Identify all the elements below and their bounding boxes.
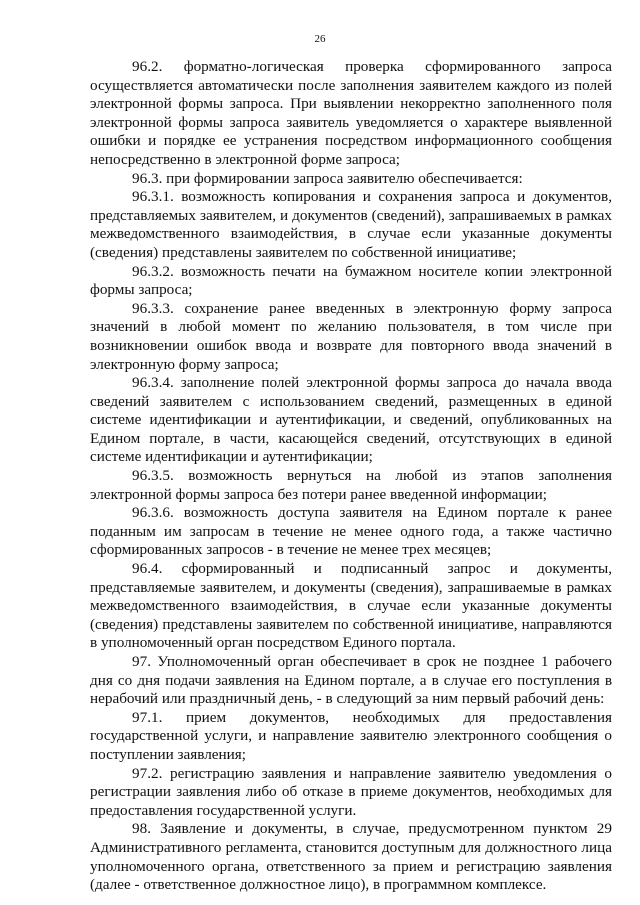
paragraph-96-3-3: 96.3.3. сохранение ранее введенных в электронную форму запроса значений в любой момент по желанию пользователя, в том числе при возникновении ошибок ввода и возврате для повторного ввода значений в электронную форму запроса; [90, 299, 612, 373]
paragraph-96-2: 96.2. форматно-логическая проверка сформированного запроса осуществляется автоматически после заполнения заявителем каждого из полей электронной формы запроса. При выявлении некорректно заполненного поля электронной формы запроса заявитель уведомляется о характере выявленной ошибки и порядке ее устранения посредством информационного сообщения непосредственно в электронной форме запроса; [90, 58, 612, 168]
paragraph-97: 97. Уполномоченный орган обеспечивает в срок не позднее 1 рабочего дня со дня подачи заявления на Едином портале, а в случае его поступления в нерабочий или праздничный день, - в следующий за ним первый рабочий день: [90, 653, 612, 708]
paragraph-96-3-2: 96.3.2. возможность печати на бумажном носителе копии электронной формы запроса; [90, 262, 612, 299]
paragraph-96-3: 96.3. при формировании запроса заявителю обеспечивается: [132, 169, 523, 187]
paragraph-97-2: 97.2. регистрацию заявления и направление заявителю уведомления о регистрации заявления либо об отказе в приеме документов, необходимых для предоставления государственной услуги. [90, 764, 612, 819]
paragraph-96-3-6: 96.3.6. возможность доступа заявителя на Едином портале к ранее поданным им запросам в течение не менее одного года, а также частично сформированных запросов - в течение не менее трех месяцев; [90, 504, 612, 559]
paragraph-98: 98. Заявление и документы, в случае, предусмотренном пунктом 29 Административного регламента, становится доступным для должностного лица уполномоченного органа, ответственного за прием и регистрацию заявления (далее - ответственное должностное лицо), в программном комплексе. [90, 820, 612, 894]
paragraph-97-1: 97.1. прием документов, необходимых для предоставления государственной услуги, и направление заявителю электронного сообщения о поступлении заявления; [90, 708, 612, 763]
paragraph-96-3-4: 96.3.4. заполнение полей электронной формы запроса до начала ввода сведений заявителем с использованием сведений, размещенных в единой системе идентификации и аутентификации, и сведений, опубликованных на Едином портале, в части, касающейся сведений, отсутствующих в единой системе идентификации и аутентификации; [90, 374, 612, 466]
page-number: 26 [314, 33, 326, 45]
paragraph-96-3-1: 96.3.1. возможность копирования и сохранения запроса и документов, представляемых заявителем, и документов (сведений), запрашиваемых в рамках межведомственного взаимодействия, в случае если указанные документы (сведения) представлены заявителем по собственной инициативе; [90, 188, 612, 261]
paragraph-96-4: 96.4. сформированный и подписанный запрос и документы, представляемые заявителем, и документы (сведения), запрашиваемые в рамках межведомственного взаимодействия, в случае если указанные документы (сведения) представлены заявителем по собственной инициативе, направляются в уполномоченный орган посредством Единого портала. [90, 560, 612, 652]
document-body [90, 58, 612, 895]
paragraph-96-3-5: 96.3.5. возможность вернуться на любой из этапов заполнения электронной формы запроса без потери ранее введенной информации; [90, 467, 612, 503]
